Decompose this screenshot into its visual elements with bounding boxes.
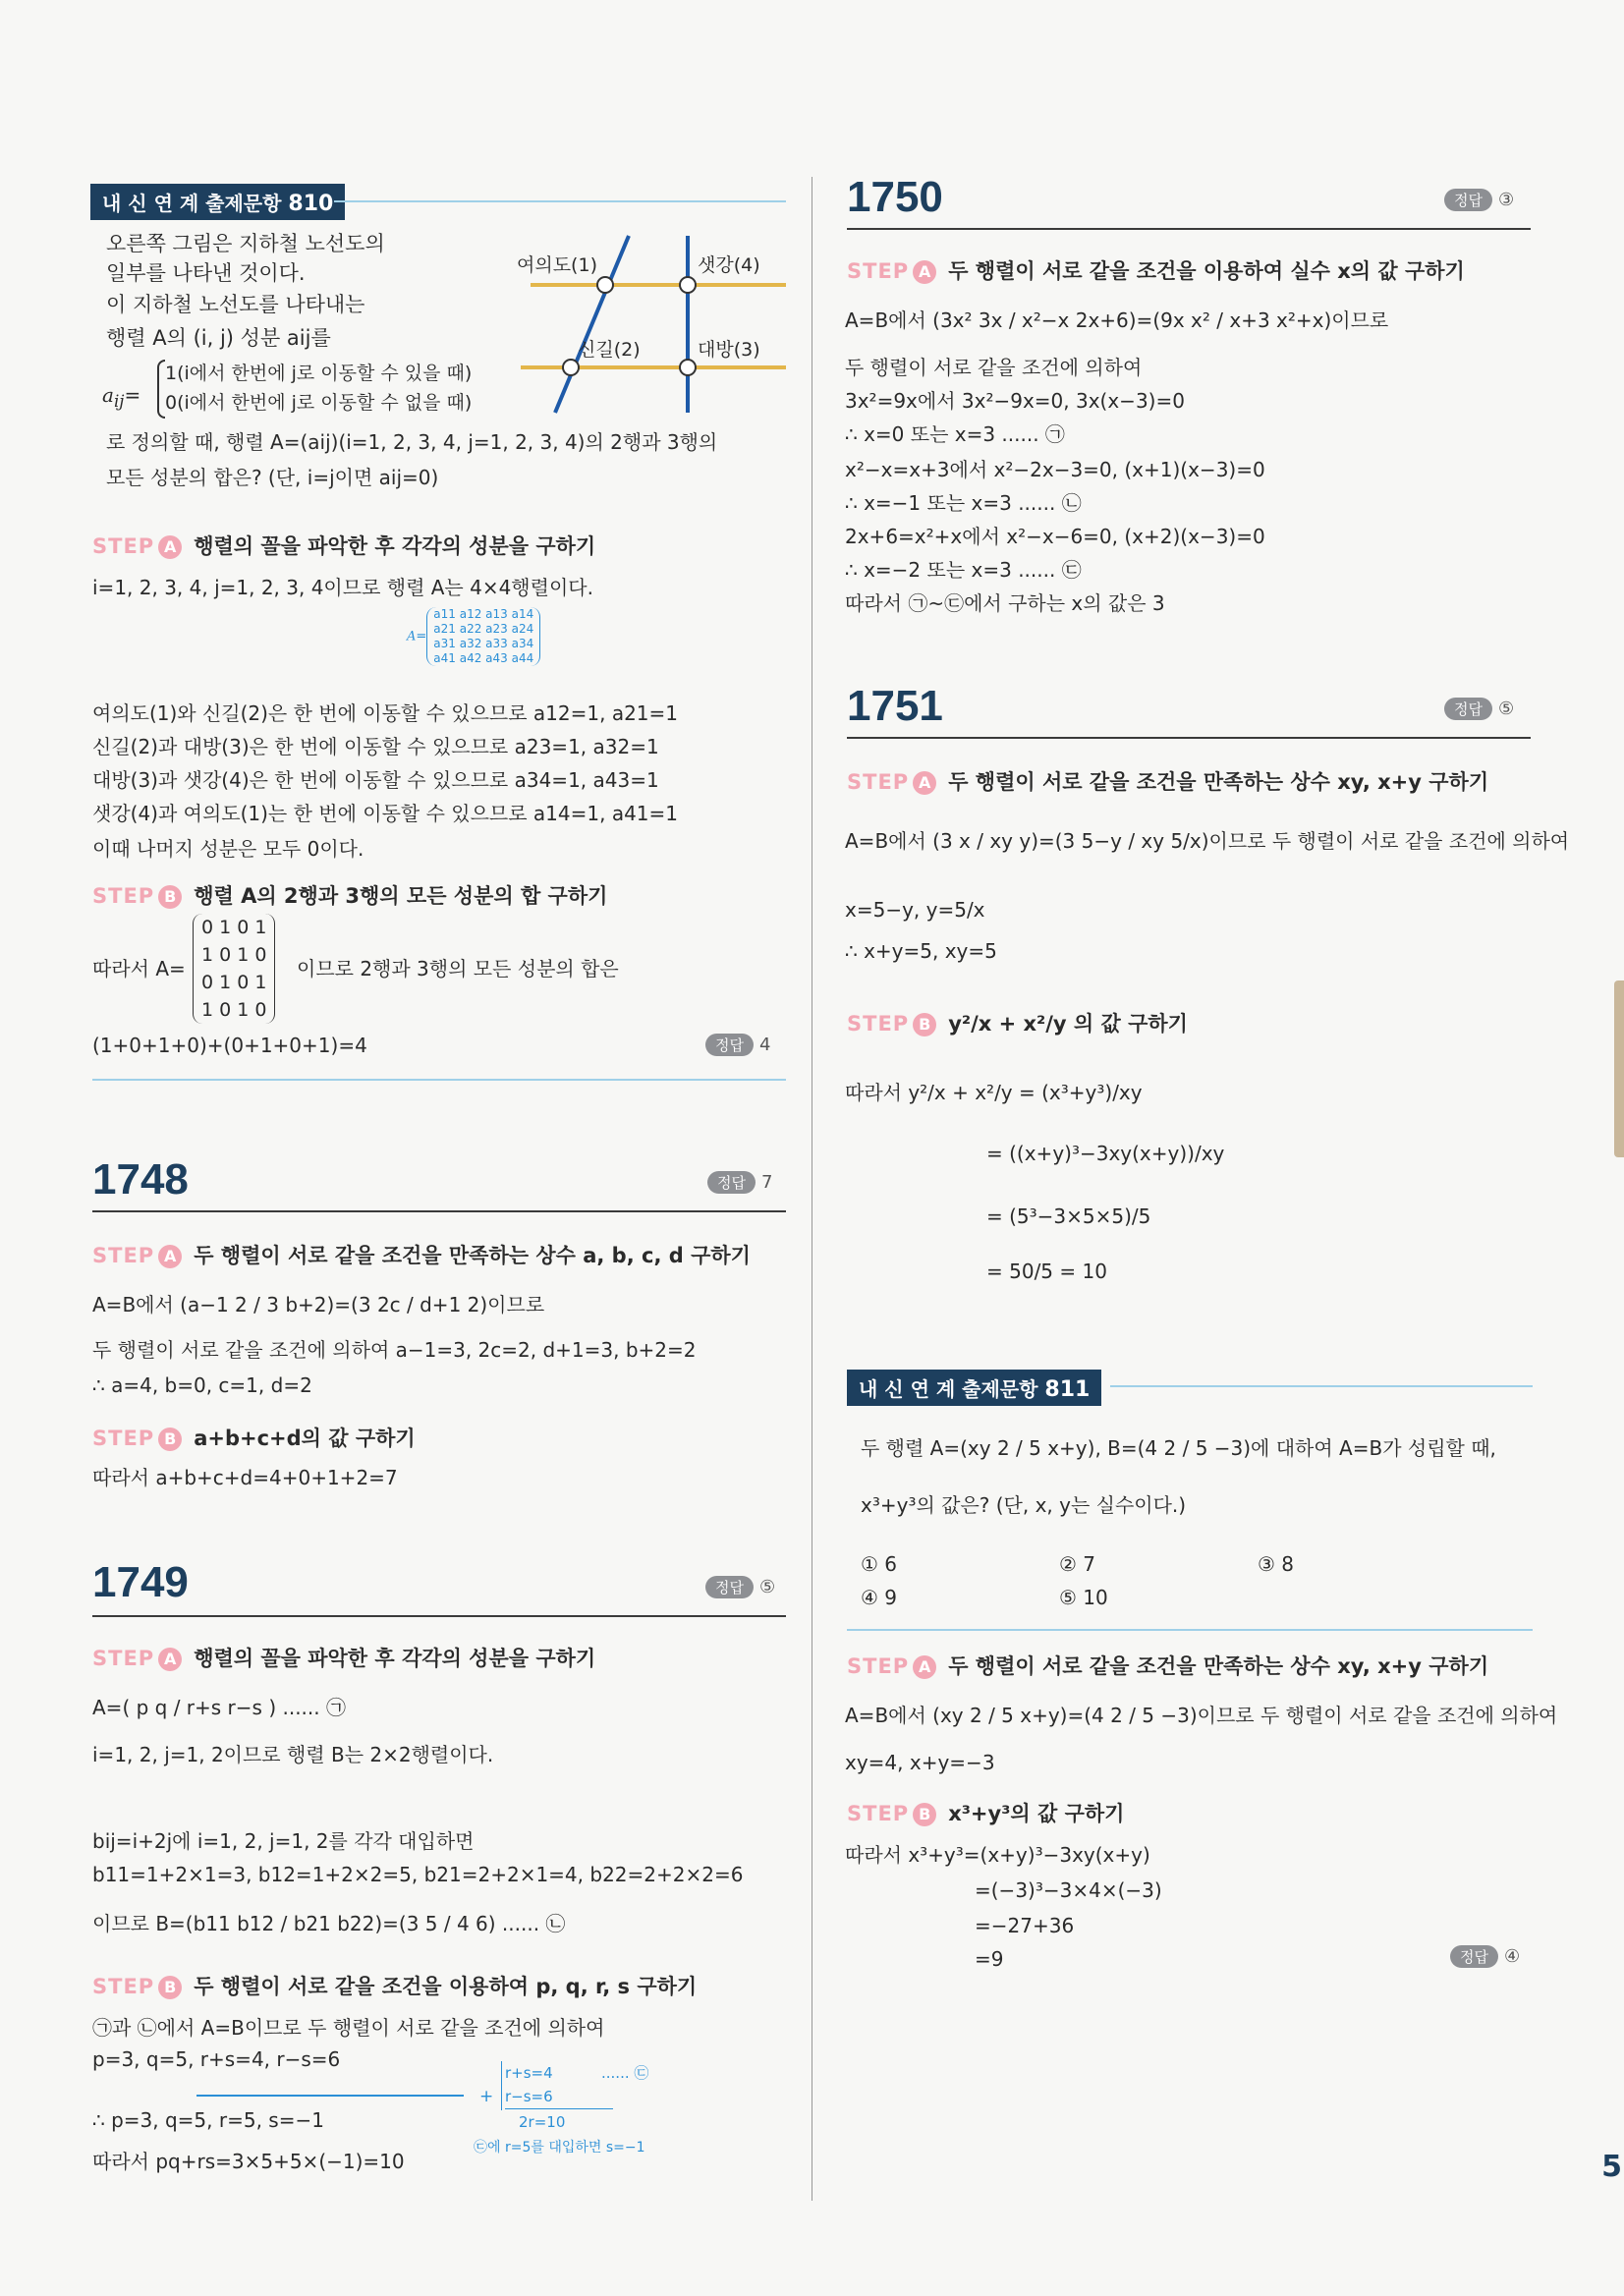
aij-label: $a_{ij}=$ bbox=[102, 383, 141, 411]
p1749-line-b: i=1, 2, j=1, 2이므로 행렬 B는 2×2행렬이다. bbox=[92, 1743, 494, 1766]
step-tag: STEP bbox=[847, 259, 910, 283]
answer-pill: 정답 bbox=[705, 1034, 754, 1056]
step-tag: STEP bbox=[92, 1975, 155, 1998]
choice-5: ⑤ 10 bbox=[1059, 1586, 1108, 1609]
header-label: 내 신 연 계 출제문항 bbox=[859, 1377, 1038, 1401]
move-line-4: 샛강(4)과 여의도(1)는 한 번에 이동할 수 있으므로 a14=1, a41=1 bbox=[92, 802, 679, 825]
problem-811-header bbox=[847, 1370, 1101, 1406]
p811-line-a: A=B에서 (xy 2 / 5 x+y)=(4 2 / 5 −3)이므로 두 행렬이 서로 같을 조건에 의하여 bbox=[845, 1704, 1558, 1727]
p1751-rule bbox=[847, 737, 1531, 739]
p1750-rule bbox=[847, 228, 1531, 230]
p1751-line-b: x=5−y, y=5/x bbox=[845, 898, 985, 922]
step-title: 두 행렬이 서로 같을 조건을 만족하는 상수 xy, x+y 구하기 bbox=[948, 1654, 1489, 1678]
p1749-stepB-heading bbox=[92, 1971, 697, 2000]
step-circle: B bbox=[913, 1013, 936, 1036]
intro-line-3: 이 지하철 노선도를 나타내는 bbox=[106, 293, 365, 316]
choice-1: ① 6 bbox=[861, 1552, 898, 1576]
header-label: 내 신 연 계 출제문항 bbox=[102, 192, 282, 215]
p1749-line-h: ∴ p=3, q=5, r=5, s=−1 bbox=[92, 2108, 324, 2132]
p811-question-1: 두 행렬 A=(xy 2 / 5 x+y), B=(4 2 / 5 −3)에 대하여 A=B가 성립할 때, bbox=[861, 1436, 1496, 1460]
p810-bottom-rule bbox=[92, 1079, 786, 1081]
p1749-stepA-heading bbox=[92, 1643, 595, 1672]
p1750-line-5: x²−x=x+3에서 x²−2x−3=0, (x+1)(x−3)=0 bbox=[845, 458, 1265, 481]
step-circle: A bbox=[158, 535, 182, 559]
p1750-line-2: 두 행렬이 서로 같을 조건에 의하여 bbox=[845, 356, 1143, 379]
p1748-answer bbox=[707, 1171, 772, 1194]
step-tag: STEP bbox=[847, 1654, 910, 1678]
intro-line-2: 일부를 나타낸 것이다. bbox=[106, 261, 306, 285]
station-1-marker bbox=[597, 277, 613, 293]
p1750-line-7: 2x+6=x²+x에서 x²−x−6=0, (x+2)(x−3)=0 bbox=[845, 525, 1265, 548]
choice-3: ③ 8 bbox=[1258, 1552, 1295, 1576]
p811-stepA-heading bbox=[847, 1651, 1488, 1680]
step-circle: B bbox=[913, 1803, 936, 1826]
answer-pill: 정답 bbox=[707, 1171, 756, 1194]
step-tag: STEP bbox=[92, 884, 155, 908]
p1750-line-1: A=B에서 (3x² 3x / x²−x 2x+6)=(9x x² / x+3 x²+x)이므로 bbox=[845, 308, 1389, 332]
p1748-stepB-heading bbox=[92, 1423, 416, 1452]
matrix-row: 0 1 0 1 bbox=[201, 917, 267, 938]
p811-line-c: 따라서 x³+y³=(x+y)³−3xy(x+y) bbox=[845, 1843, 1150, 1867]
choice-2: ② 7 bbox=[1059, 1552, 1096, 1576]
station-yeouido: 여의도(1) bbox=[517, 254, 597, 276]
move-line-2: 신길(2)과 대방(3)은 한 번에 이동할 수 있으므로 a23=1, a32=1 bbox=[92, 735, 659, 758]
intro-line-1: 오른쪽 그림은 지하철 노선도의 bbox=[106, 232, 385, 255]
problem-1748-number: 1748 bbox=[92, 1155, 189, 1204]
answer-value: ③ bbox=[1497, 190, 1515, 210]
matrix-row: 1 0 1 0 bbox=[201, 944, 267, 966]
problem-810-header bbox=[90, 184, 345, 220]
answer-pill: 정답 bbox=[705, 1576, 754, 1598]
p1750-line-8: ∴ x=−2 또는 x=3 ...... ㉢ bbox=[845, 558, 1082, 582]
answer-pill: 정답 bbox=[1450, 1945, 1498, 1968]
matrix-a-4x4 bbox=[193, 914, 275, 1024]
p1750-line-9: 따라서 ㉠~㉢에서 구하는 x의 값은 3 bbox=[845, 591, 1165, 615]
p1748-line-1: A=B에서 (a−1 2 / 3 b+2)=(3 2c / d+1 2)이므로 bbox=[92, 1293, 545, 1316]
answer-value: 7 bbox=[760, 1172, 773, 1193]
header-number: 810 bbox=[288, 192, 334, 216]
stepB-post: 이므로 2행과 3행의 모든 성분의 합은 bbox=[297, 957, 619, 980]
p1748-line-2: 두 행렬이 서로 같을 조건에 의하여 a−1=3, 2c=2, d+1=3, b+2=2 bbox=[92, 1338, 697, 1362]
station-saetgang: 샛강(4) bbox=[698, 254, 760, 276]
p810-answer bbox=[705, 1034, 770, 1056]
matrix-a-note: A=a11 a12 a13 a14 a21 a22 a23 a24 a31 a32 a33 a34 a41 a42 a43 a44 bbox=[407, 607, 540, 666]
p1749-line-i: 따라서 pq+rs=3×5+5×(−1)=10 bbox=[92, 2150, 405, 2173]
p1751-line-g: = 50/5 = 10 bbox=[986, 1260, 1107, 1283]
header-rule bbox=[334, 200, 786, 202]
p811-answer bbox=[1450, 1945, 1520, 1968]
step-tag: STEP bbox=[847, 770, 910, 794]
p810-stepB-heading bbox=[92, 880, 607, 910]
p1749-line-a: A=( p q / r+s r−s ) ...... ㉠ bbox=[92, 1696, 346, 1719]
step-circle: A bbox=[913, 260, 936, 284]
station-4-marker bbox=[680, 277, 696, 293]
step-title: 행렬의 꼴을 파악한 후 각각의 성분을 구하기 bbox=[194, 534, 596, 558]
station-3-marker bbox=[680, 360, 696, 375]
step-title: 행렬의 꼴을 파악한 후 각각의 성분을 구하기 bbox=[194, 1647, 596, 1670]
step-circle: B bbox=[158, 1976, 182, 1999]
intro-line-4: 행렬 A의 (i, j) 성분 aij를 bbox=[106, 326, 331, 350]
side-calc-1: r+s=4 bbox=[505, 2064, 553, 2082]
answer-value: 4 bbox=[758, 1035, 771, 1055]
step-title: a+b+c+d의 값 구하기 bbox=[194, 1427, 416, 1450]
p1749-rule bbox=[92, 1615, 786, 1617]
side-calc-3: 2r=10 bbox=[519, 2113, 566, 2131]
step-tag: STEP bbox=[92, 1244, 155, 1267]
p810-stepA-heading bbox=[92, 531, 595, 560]
problem-1749-number: 1749 bbox=[92, 1558, 189, 1606]
step-circle: B bbox=[158, 885, 182, 909]
question-end: 모든 성분의 합은? (단, i=j이면 aij=0) bbox=[106, 466, 439, 489]
matrix-row: 0 1 0 1 bbox=[201, 972, 267, 993]
step-tag: STEP bbox=[847, 1802, 910, 1825]
side-calc-2: r−s=6 bbox=[505, 2088, 553, 2105]
definition-line: 로 정의할 때, 행렬 A=(aij)(i=1, 2, 3, 4, j=1, 2, 3, 4)의 2행과 3행의 bbox=[106, 430, 718, 454]
p811-question-2: x³+y³의 값은? (단, x, y는 실수이다.) bbox=[861, 1493, 1187, 1517]
p1750-answer bbox=[1444, 189, 1514, 211]
step-tag: STEP bbox=[847, 1012, 910, 1036]
step-title: 두 행렬이 서로 같을 조건을 이용하여 p, q, r, s 구하기 bbox=[194, 1975, 698, 1998]
p1749-answer bbox=[705, 1576, 775, 1598]
header-number: 811 bbox=[1044, 1377, 1091, 1402]
p1751-line-e: = ((x+y)³−3xy(x+y))/xy bbox=[986, 1142, 1225, 1165]
side-calc-mark: ...... ㉢ bbox=[601, 2064, 649, 2082]
choice-4: ④ 9 bbox=[861, 1586, 898, 1609]
page-number: 5 bbox=[1601, 2150, 1622, 2184]
p1749-line-g: p=3, q=5, r+s=4, r−s=6 bbox=[92, 2047, 341, 2071]
p1751-line-f: = (5³−3×5×5)/5 bbox=[986, 1204, 1151, 1228]
p810-stepA-line: i=1, 2, 3, 4, j=1, 2, 3, 4이므로 행렬 A는 4×4행렬이다. bbox=[92, 576, 593, 599]
p811-line-b: xy=4, x+y=−3 bbox=[845, 1751, 995, 1774]
step-title: 행렬 A의 2행과 3행의 모든 성분의 합 구하기 bbox=[194, 884, 608, 908]
stepB-sum: (1+0+1+0)+(0+1+0+1)=4 bbox=[92, 1034, 367, 1057]
move-line-5: 이때 나머지 성분은 모두 0이다. bbox=[92, 837, 364, 861]
case-0: 0(i에서 한번에 j로 이동할 수 없을 때) bbox=[165, 392, 473, 414]
p811-line-d: =(−3)³−3×4×(−3) bbox=[975, 1878, 1162, 1902]
step-tag: STEP bbox=[92, 534, 155, 558]
p1748-line-3: ∴ a=4, b=0, c=1, d=2 bbox=[92, 1373, 312, 1397]
step-tag: STEP bbox=[92, 1647, 155, 1670]
answer-value: ④ bbox=[1503, 1946, 1521, 1967]
step-circle: A bbox=[913, 1655, 936, 1679]
step-title: 두 행렬이 서로 같을 조건을 만족하는 상수 xy, x+y 구하기 bbox=[948, 770, 1489, 794]
header-rule bbox=[1110, 1385, 1533, 1387]
case-brace bbox=[157, 360, 165, 419]
step-title: 두 행렬이 서로 같을 조건을 만족하는 상수 a, b, c, d 구하기 bbox=[194, 1244, 751, 1267]
p1751-stepB-heading bbox=[847, 1008, 1188, 1037]
p811-line-e: =−27+36 bbox=[975, 1914, 1075, 1937]
answer-value: ⑤ bbox=[1497, 699, 1515, 719]
p811-line-f: =9 bbox=[975, 1947, 1004, 1971]
step-circle: B bbox=[158, 1428, 182, 1451]
step-circle: A bbox=[158, 1648, 182, 1671]
page-edge-tab bbox=[1614, 980, 1624, 1157]
p811-mid-rule bbox=[847, 1629, 1533, 1631]
p1750-stepA-heading bbox=[847, 255, 1465, 285]
p1749-line-c: bij=i+2j에 i=1, 2, j=1, 2를 각각 대입하면 bbox=[92, 1829, 475, 1853]
p1749-line-d: b11=1+2×1=3, b12=1+2×2=5, b21=2+2×1=4, b22=2+2×2=6 bbox=[92, 1863, 744, 1886]
p1751-answer bbox=[1444, 698, 1514, 720]
plus-sign: + bbox=[479, 2087, 494, 2106]
move-line-1: 여의도(1)와 신길(2)은 한 번에 이동할 수 있으므로 a12=1, a21=1 bbox=[92, 701, 679, 725]
p1749-line-f: ㉠과 ㉡에서 A=B이므로 두 행렬이 서로 같을 조건에 의하여 bbox=[92, 2016, 605, 2040]
step-title: y²/x + x²/y 의 값 구하기 bbox=[948, 1012, 1188, 1036]
step-tag: STEP bbox=[92, 1427, 155, 1450]
p1748-stepB-line: 따라서 a+b+c+d=4+0+1+2=7 bbox=[92, 1466, 398, 1489]
arrow-line bbox=[196, 2095, 464, 2097]
stepB-prefix: 따라서 A= bbox=[92, 957, 186, 980]
station-singil: 신길(2) bbox=[578, 339, 641, 361]
answer-pill: 정답 bbox=[1444, 189, 1492, 211]
station-2-marker bbox=[563, 360, 579, 375]
step-title: 두 행렬이 서로 같을 조건을 이용하여 실수 x의 값 구하기 bbox=[948, 259, 1465, 283]
p1751-line-d: 따라서 y²/x + x²/y = (x³+y³)/xy bbox=[845, 1081, 1143, 1104]
case-1: 1(i에서 한번에 j로 이동할 수 있을 때) bbox=[165, 363, 473, 384]
station-daebang: 대방(3) bbox=[698, 339, 760, 361]
matrix-row: 1 0 1 0 bbox=[201, 999, 267, 1021]
p811-stepB-heading bbox=[847, 1798, 1124, 1827]
p1751-stepA-heading bbox=[847, 766, 1488, 796]
side-calc-note: ㉢에 r=5를 대입하면 s=−1 bbox=[474, 2140, 645, 2156]
answer-value: ⑤ bbox=[758, 1577, 776, 1597]
answer-pill: 정답 bbox=[1444, 698, 1492, 720]
move-line-3: 대방(3)과 샛강(4)은 한 번에 이동할 수 있으므로 a34=1, a43=1 bbox=[92, 768, 659, 792]
p1748-stepA-heading bbox=[92, 1240, 751, 1269]
step-circle: A bbox=[913, 771, 936, 795]
p1751-line-a: A=B에서 (3 x / xy y)=(3 5−y / xy 5/x)이므로 두 행렬이 서로 같을 조건에 의하여 bbox=[845, 829, 1570, 853]
p1750-line-4: ∴ x=0 또는 x=3 ...... ㉠ bbox=[845, 422, 1065, 446]
p1749-line-e: 이므로 B=(b11 b12 / b21 b22)=(3 5 / 4 6) ...... ㉡ bbox=[92, 1912, 566, 1935]
problem-1751-number: 1751 bbox=[847, 682, 943, 730]
problem-1750-number: 1750 bbox=[847, 173, 943, 221]
step-title: x³+y³의 값 구하기 bbox=[948, 1802, 1125, 1825]
p1751-line-c: ∴ x+y=5, xy=5 bbox=[845, 939, 997, 963]
p1750-line-6: ∴ x=−1 또는 x=3 ...... ㉡ bbox=[845, 491, 1082, 515]
p1750-line-3: 3x²=9x에서 3x²−9x=0, 3x(x−3)=0 bbox=[845, 389, 1185, 413]
p1748-rule bbox=[92, 1210, 786, 1212]
step-circle: A bbox=[158, 1245, 182, 1268]
